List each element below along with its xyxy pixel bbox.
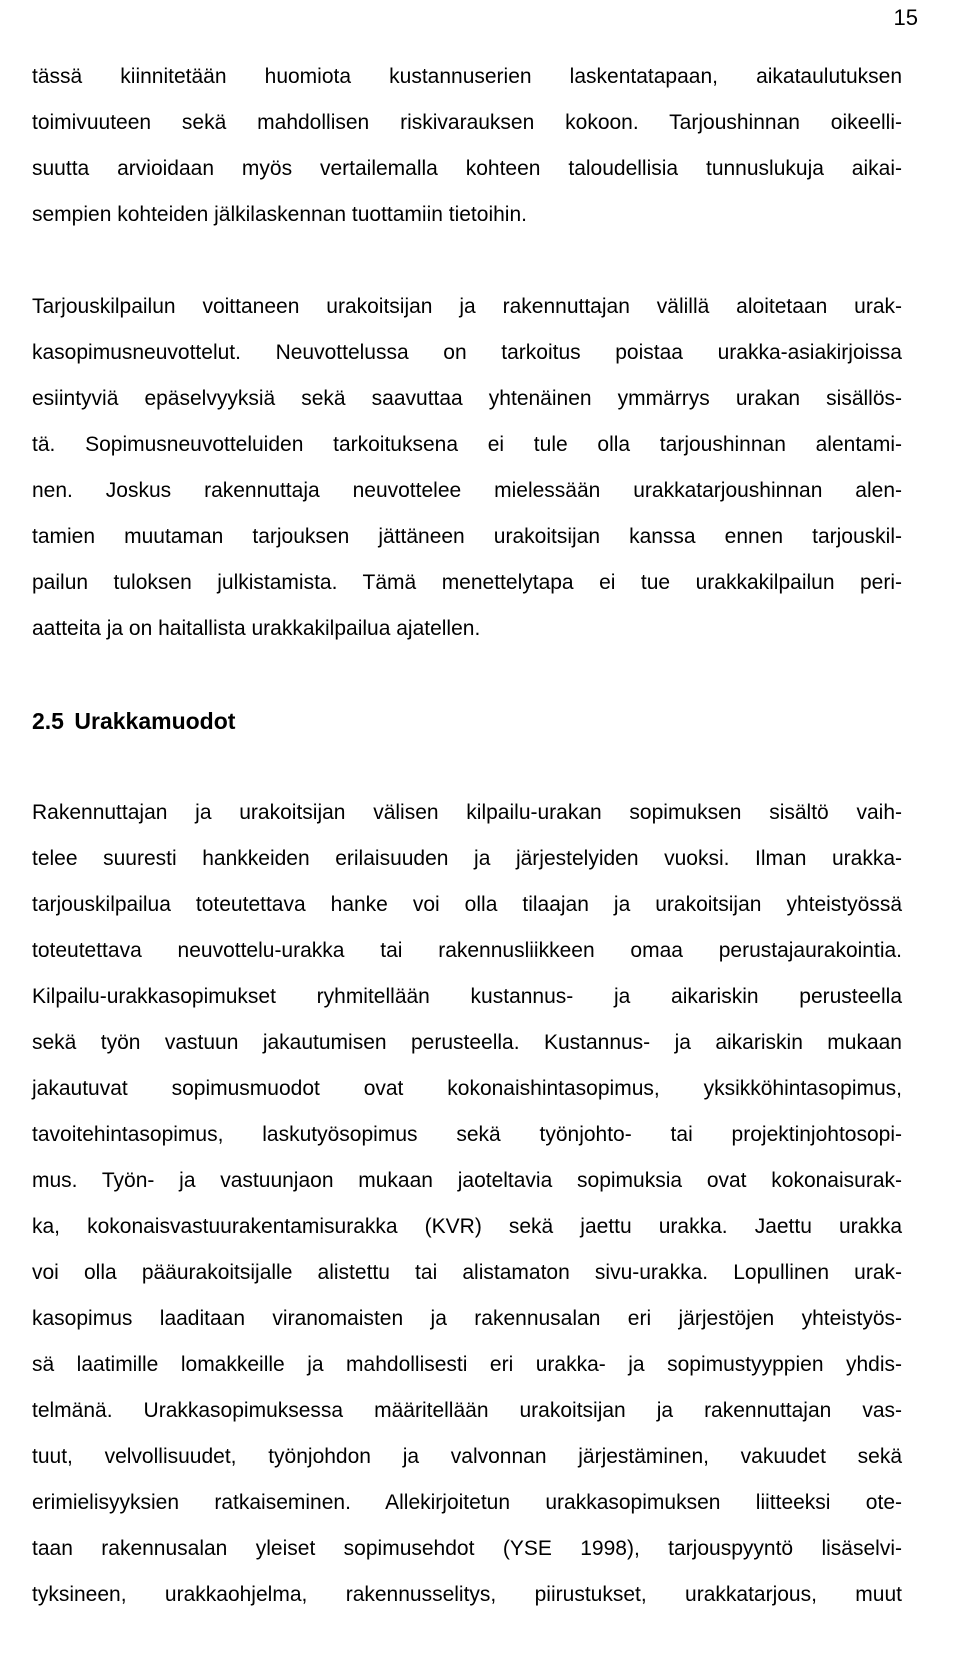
- text-line: nen. Joskus rakennuttaja neuvottelee mielessään urakkatarjoushinnan alen-: [32, 479, 902, 502]
- text-line: esiintyviä epäselvyyksiä sekä saavuttaa yhtenäinen ymmärrys urakan sisällös-: [32, 387, 902, 410]
- document-body: [32, 54, 902, 1618]
- text-line: jakautuvat sopimusmuodot ovat kokonaishintasopimus, yksikköhintasopimus,: [32, 1077, 902, 1100]
- text-line: tarjouskilpailua toteutettava hanke voi olla tilaajan ja urakoitsijan yhteistyössä: [32, 893, 902, 916]
- paragraph-spacer: [32, 652, 902, 698]
- paragraph-1: [32, 54, 902, 238]
- text-line: aatteita ja on haitallista urakkakilpailua ajatellen.: [32, 617, 481, 640]
- text-line: tä. Sopimusneuvotteluiden tarkoituksena ei tule olla tarjoushinnan alentami-: [32, 433, 902, 456]
- text-line: toteutettava neuvottelu-urakka tai rakennusliikkeen omaa perustajaurakointia.: [32, 939, 902, 962]
- text-line: suutta arvioidaan myös vertailemalla kohteen taloudellisia tunnuslukuja aikai-: [32, 157, 902, 180]
- section-number: 2.5: [32, 708, 64, 734]
- text-line: sempien kohteiden jälkilaskennan tuottamiin tietoihin.: [32, 203, 527, 226]
- text-line: erimielisyyksien ratkaiseminen. Allekirjoitetun urakkasopimuksen liitteeksi ote-: [32, 1491, 902, 1514]
- text-line: Tarjouskilpailun voittaneen urakoitsijan ja rakennuttajan välillä aloitetaan urak-: [32, 295, 902, 318]
- paragraph-spacer: [32, 238, 902, 284]
- page-number: 15: [893, 5, 918, 30]
- text-line: Kilpailu-urakkasopimukset ryhmitellään kustannus- ja aikariskin perusteella: [32, 985, 902, 1008]
- text-line: telee suuresti hankkeiden erilaisuuden ja järjestelyiden vuoksi. Ilman urakka-: [32, 847, 902, 870]
- section-heading: [32, 698, 902, 744]
- text-line: sekä työn vastuun jakautumisen perusteella. Kustannus- ja aikariskin mukaan: [32, 1031, 902, 1054]
- text-line: tavoitehintasopimus, laskutyösopimus sekä työnjohto- tai projektinjohtosopi-: [32, 1123, 902, 1146]
- text-line: tamien muutaman tarjouksen jättäneen urakoitsijan kanssa ennen tarjouskil-: [32, 525, 902, 548]
- text-line: taan rakennusalan yleiset sopimusehdot (YSE 1998), tarjouspyyntö lisäselvi-: [32, 1537, 902, 1560]
- text-line: mus. Työn- ja vastuunjaon mukaan jaoteltavia sopimuksia ovat kokonaisurak-: [32, 1169, 902, 1192]
- text-line: kasopimus laaditaan viranomaisten ja rakennusalan eri järjestöjen yhteistyös-: [32, 1307, 902, 1330]
- text-line: ka, kokonaisvastuurakentamisurakka (KVR) sekä jaettu urakka. Jaettu urakka: [32, 1215, 902, 1238]
- text-line: toimivuuteen sekä mahdollisen riskivarauksen kokoon. Tarjoushinnan oikeelli-: [32, 111, 902, 134]
- paragraph-3: [32, 790, 902, 1618]
- text-line: pailun tuloksen julkistamista. Tämä menettelytapa ei tue urakkakilpailun peri-: [32, 571, 902, 594]
- paragraph-spacer: [32, 744, 902, 790]
- text-line: tuut, velvollisuudet, työnjohdon ja valvonnan järjestäminen, vakuudet sekä: [32, 1445, 902, 1468]
- text-line: voi olla pääurakoitsijalle alistettu tai alistamaton sivu-urakka. Lopullinen urak-: [32, 1261, 902, 1284]
- text-line: telmänä. Urakkasopimuksessa määritellään urakoitsijan ja rakennuttajan vas-: [32, 1399, 902, 1422]
- paragraph-2: [32, 284, 902, 652]
- text-line: Rakennuttajan ja urakoitsijan välisen kilpailu-urakan sopimuksen sisältö vaih-: [32, 801, 902, 824]
- text-line: sä laatimille lomakkeille ja mahdollisesti eri urakka- ja sopimustyyppien yhdis-: [32, 1353, 902, 1376]
- section-title: Urakkamuodot: [74, 708, 236, 734]
- text-line: tyksineen, urakkaohjelma, rakennusselitys, piirustukset, urakkatarjous, muut: [32, 1583, 902, 1606]
- text-line: kasopimusneuvottelut. Neuvottelussa on tarkoitus poistaa urakka-asiakirjoissa: [32, 341, 902, 364]
- text-line: tässä kiinnitetään huomiota kustannuserien laskentatapaan, aikataulutuksen: [32, 65, 902, 88]
